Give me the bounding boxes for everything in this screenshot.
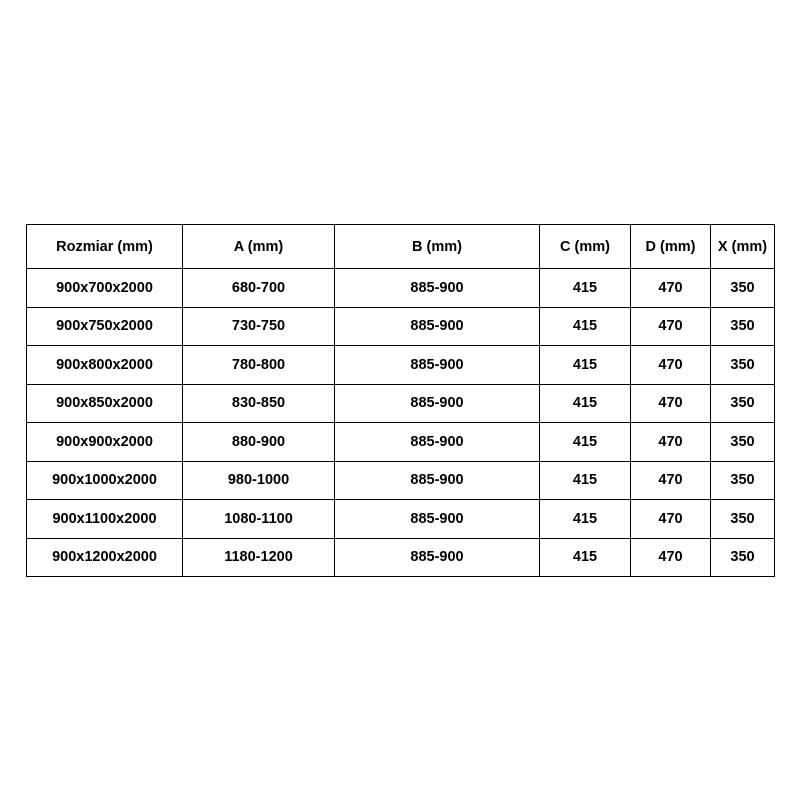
cell-size: 900x1100x2000 <box>27 500 183 539</box>
cell-x: 350 <box>711 269 775 308</box>
column-header-x: X (mm) <box>711 225 775 269</box>
cell-b: 885-900 <box>335 538 540 577</box>
table-body <box>27 269 775 577</box>
cell-x: 350 <box>711 538 775 577</box>
cell-b: 885-900 <box>335 269 540 308</box>
column-header-d: D (mm) <box>631 225 711 269</box>
cell-size: 900x1200x2000 <box>27 538 183 577</box>
table-row <box>27 500 775 539</box>
cell-d: 470 <box>631 269 711 308</box>
spec-table-container <box>26 224 774 577</box>
cell-c: 415 <box>540 307 631 346</box>
cell-d: 470 <box>631 384 711 423</box>
cell-c: 415 <box>540 500 631 539</box>
cell-d: 470 <box>631 307 711 346</box>
column-header-size: Rozmiar (mm) <box>27 225 183 269</box>
column-header-c: C (mm) <box>540 225 631 269</box>
cell-b: 885-900 <box>335 500 540 539</box>
cell-b: 885-900 <box>335 384 540 423</box>
cell-b: 885-900 <box>335 461 540 500</box>
cell-b: 885-900 <box>335 423 540 462</box>
cell-c: 415 <box>540 346 631 385</box>
cell-size: 900x750x2000 <box>27 307 183 346</box>
cell-x: 350 <box>711 500 775 539</box>
dimensions-table <box>26 224 775 577</box>
cell-x: 350 <box>711 423 775 462</box>
cell-d: 470 <box>631 423 711 462</box>
cell-size: 900x850x2000 <box>27 384 183 423</box>
table-row <box>27 538 775 577</box>
table-header-row <box>27 225 775 269</box>
table-row <box>27 461 775 500</box>
cell-c: 415 <box>540 461 631 500</box>
cell-b: 885-900 <box>335 346 540 385</box>
cell-size: 900x1000x2000 <box>27 461 183 500</box>
cell-x: 350 <box>711 346 775 385</box>
table-row <box>27 384 775 423</box>
cell-a: 880-900 <box>183 423 335 462</box>
cell-x: 350 <box>711 384 775 423</box>
cell-d: 470 <box>631 538 711 577</box>
cell-a: 730-750 <box>183 307 335 346</box>
cell-b: 885-900 <box>335 307 540 346</box>
column-header-a: A (mm) <box>183 225 335 269</box>
cell-a: 980-1000 <box>183 461 335 500</box>
cell-x: 350 <box>711 307 775 346</box>
cell-size: 900x900x2000 <box>27 423 183 462</box>
table-row <box>27 346 775 385</box>
table-header <box>27 225 775 269</box>
cell-d: 470 <box>631 346 711 385</box>
cell-size: 900x800x2000 <box>27 346 183 385</box>
cell-d: 470 <box>631 461 711 500</box>
cell-a: 830-850 <box>183 384 335 423</box>
cell-d: 470 <box>631 500 711 539</box>
cell-x: 350 <box>711 461 775 500</box>
table-row <box>27 307 775 346</box>
cell-a: 780-800 <box>183 346 335 385</box>
cell-a: 680-700 <box>183 269 335 308</box>
cell-c: 415 <box>540 269 631 308</box>
table-row <box>27 423 775 462</box>
cell-size: 900x700x2000 <box>27 269 183 308</box>
cell-c: 415 <box>540 384 631 423</box>
cell-c: 415 <box>540 538 631 577</box>
column-header-b: B (mm) <box>335 225 540 269</box>
cell-a: 1080-1100 <box>183 500 335 539</box>
table-row <box>27 269 775 308</box>
cell-a: 1180-1200 <box>183 538 335 577</box>
cell-c: 415 <box>540 423 631 462</box>
